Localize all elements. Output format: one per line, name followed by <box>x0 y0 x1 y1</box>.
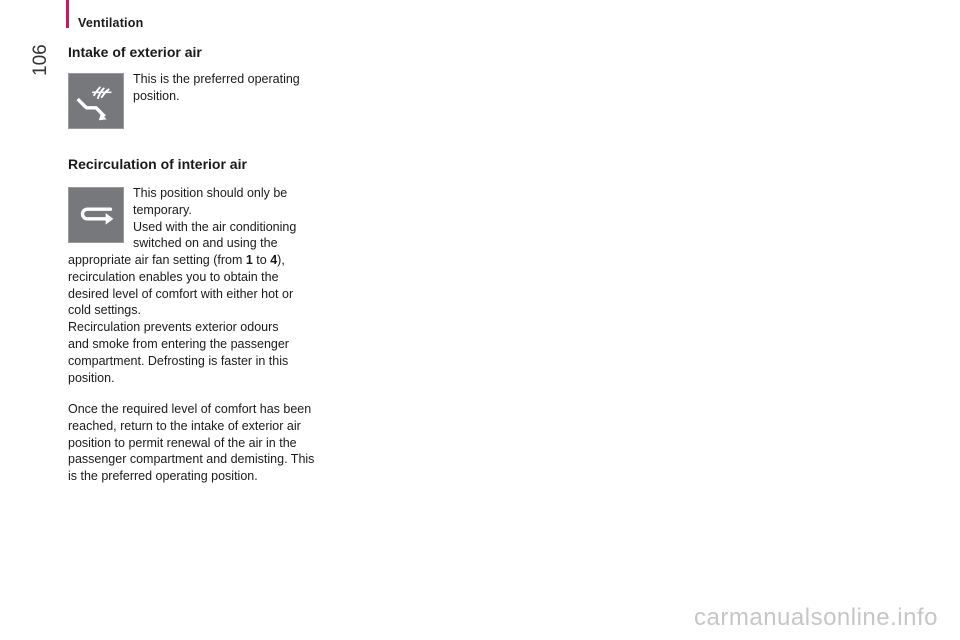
recirculation-body <box>68 252 293 386</box>
intake-text-line: position. <box>133 88 180 103</box>
recirculation-heading: Recirculation of interior air <box>68 156 247 172</box>
intake-description <box>133 71 300 105</box>
exterior-air-intake-icon <box>68 73 124 129</box>
intake-text-line: This is the preferred operating <box>133 72 300 86</box>
recirculation-text-line: recirculation enables you to obtain the <box>68 269 279 284</box>
fan-prefix: appropriate air fan setting (from <box>68 253 246 267</box>
recirculation-text-line: switched on and using the <box>133 236 278 251</box>
recirculation-text-line: cold settings. <box>68 303 141 318</box>
closing-text-line: passenger compartment and demisting. This <box>68 452 315 467</box>
fan-setting-to: 4 <box>270 253 278 267</box>
recirculation-text-line: This position should only be <box>133 186 288 200</box>
recirculation-intro <box>133 185 296 252</box>
closing-paragraph <box>68 401 314 485</box>
recirculation-icon <box>68 187 124 243</box>
intake-heading: Intake of exterior air <box>68 44 202 60</box>
fan-setting-line <box>68 252 293 269</box>
recirculation-text-line: temporary. <box>133 202 192 217</box>
watermark: carmanualsonline.info <box>694 604 938 631</box>
fan-suffix: ), <box>277 253 285 267</box>
fan-setting-from: 1 <box>245 253 253 267</box>
closing-text-line: reached, return to the intake of exterior air <box>68 418 301 433</box>
section-title: Ventilation <box>78 16 144 30</box>
recirculation-text-line: Recirculation prevents exterior odours <box>68 320 279 335</box>
page-number: 106 <box>30 44 51 76</box>
recirculation-text-line: compartment. Defrosting is faster in this <box>68 353 289 368</box>
closing-text-line: is the preferred operating position. <box>68 469 258 484</box>
closing-text-line: position to permit renewal of the air in the <box>68 435 297 450</box>
recirculation-text-line: desired level of comfort with either hot or <box>68 286 294 301</box>
section-accent-bar <box>66 0 69 28</box>
recirculation-text-line: position. <box>68 370 115 385</box>
closing-text-line: Once the required level of comfort has been <box>68 402 312 416</box>
recirculation-text-line: Used with the air conditioning <box>133 219 297 234</box>
recirculation-text-line: and smoke from entering the passenger <box>68 336 289 351</box>
fan-mid: to <box>252 253 271 267</box>
